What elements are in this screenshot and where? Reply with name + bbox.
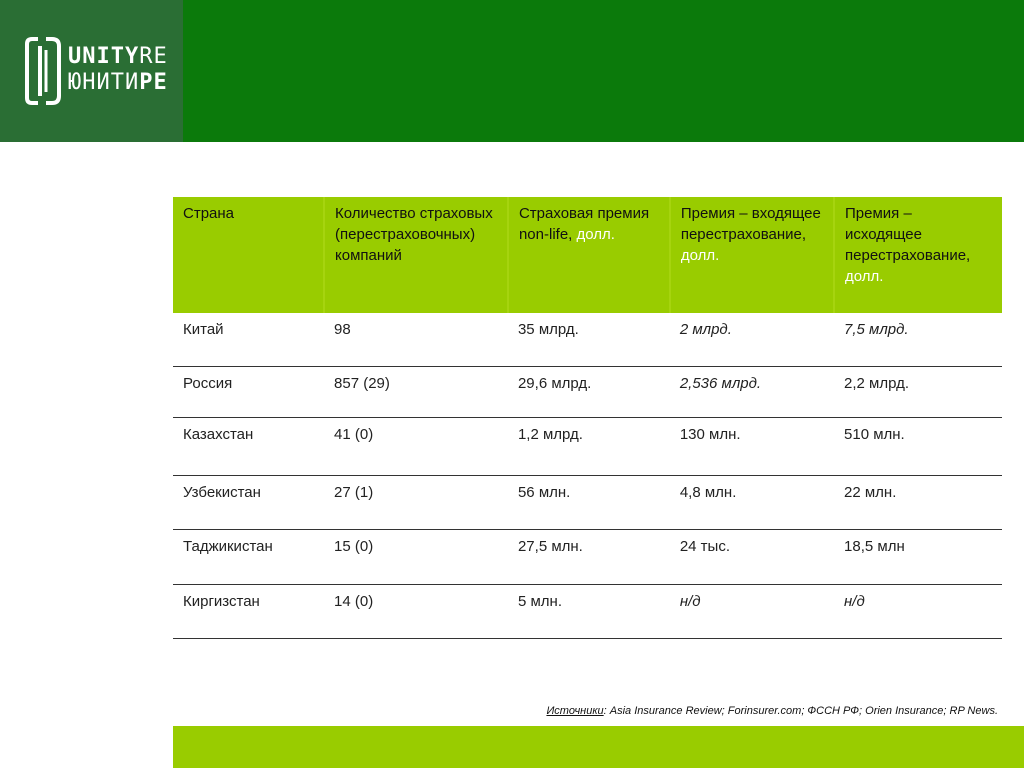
logo-text-latin: UNITYRE: [68, 44, 168, 69]
cell-nonlife: 35 млрд.: [508, 313, 670, 366]
table-row: [173, 417, 1002, 475]
cell-nonlife: 29,6 млрд.: [508, 366, 670, 417]
cell-premium-out: 7,5 млрд.: [834, 313, 1002, 366]
cell-premium-in: 2 млрд.: [670, 313, 834, 366]
cell-premium-in: 2,536 млрд.: [670, 366, 834, 417]
logo-mark-icon: [24, 36, 62, 106]
cell-country: Киргизстан: [173, 584, 324, 638]
header-premium-out: Премия – исходящее перестрахование, долл.: [834, 197, 1002, 313]
cell-country: Таджикистан: [173, 529, 324, 584]
cell-country: Казахстан: [173, 417, 324, 475]
header-country: Страна: [173, 197, 324, 313]
logo: [0, 0, 183, 142]
cell-premium-out: 510 млн.: [834, 417, 1002, 475]
cell-nonlife: 5 млн.: [508, 584, 670, 638]
cell-nonlife: 56 млн.: [508, 475, 670, 529]
cell-premium-out: н/д: [834, 584, 1002, 638]
cell-companies: 857 (29): [324, 366, 508, 417]
cell-country: Узбекистан: [173, 475, 324, 529]
source-label: Источники: [546, 705, 604, 717]
logo-text-cyrillic: ЮНИТИРЕ: [68, 70, 168, 95]
cell-premium-in: 4,8 млн.: [670, 475, 834, 529]
cell-country: Китай: [173, 313, 324, 366]
cell-premium-out: 18,5 млн: [834, 529, 1002, 584]
cell-companies: 15 (0): [324, 529, 508, 584]
table-row: [173, 475, 1002, 529]
cell-nonlife: 27,5 млн.: [508, 529, 670, 584]
cell-companies: 41 (0): [324, 417, 508, 475]
table-row: [173, 529, 1002, 584]
table-row: [173, 584, 1002, 638]
cell-companies: 14 (0): [324, 584, 508, 638]
source-text: : Asia Insurance Review; Forinsurer.com; ФССН РФ; Orien Insurance; RP News.: [603, 705, 998, 717]
source-note: [546, 705, 998, 717]
header-premium-in: Премия – входящее перестрахование, долл.: [670, 197, 834, 313]
header-companies: Количество страховых (перестраховочных) компаний: [324, 197, 508, 313]
cell-companies: 98: [324, 313, 508, 366]
cell-nonlife: 1,2 млрд.: [508, 417, 670, 475]
cell-premium-out: 2,2 млрд.: [834, 366, 1002, 417]
cell-premium-in: 130 млн.: [670, 417, 834, 475]
header-premium-nonlife: Страховая премия non-life, долл.: [508, 197, 670, 313]
cell-country: Россия: [173, 366, 324, 417]
insurance-table: [173, 197, 1002, 639]
cell-premium-out: 22 млн.: [834, 475, 1002, 529]
table-header-row: [173, 197, 1002, 313]
footer-band: [173, 726, 1024, 768]
table-row: [173, 366, 1002, 417]
cell-companies: 27 (1): [324, 475, 508, 529]
cell-premium-in: н/д: [670, 584, 834, 638]
table-row: [173, 313, 1002, 366]
cell-premium-in: 24 тыс.: [670, 529, 834, 584]
